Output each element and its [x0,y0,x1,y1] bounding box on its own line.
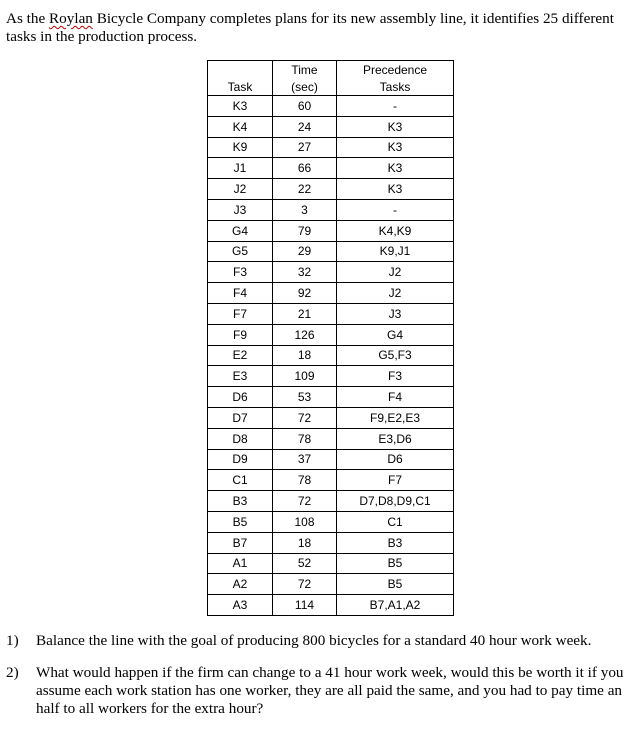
precedence-cell: K3 [337,116,454,137]
table-row [208,553,454,574]
header-time-line1: Time [273,61,337,79]
table-row [208,179,454,200]
time-cell: 21 [273,303,337,324]
precedence-cell: F4 [337,387,454,408]
time-cell: 72 [273,491,337,512]
precedence-cell: F9,E2,E3 [337,407,454,428]
header-task: Task [208,78,273,96]
question-1-text: Balance the line with the goal of producing 800 bicycles for a standard 40 hour work week. [36,632,592,649]
task-cell: E2 [208,345,273,366]
table-row [208,595,454,616]
precedence-cell: - [337,199,454,220]
table-row [208,262,454,283]
precedence-cell: G4 [337,324,454,345]
table-row [208,532,454,553]
task-cell: C1 [208,470,273,491]
table-row [208,470,454,491]
time-cell: 3 [273,199,337,220]
time-cell: 37 [273,449,337,470]
table-row [208,199,454,220]
table-row [208,96,454,117]
task-cell: A3 [208,595,273,616]
time-cell: 114 [273,595,337,616]
task-cell: J2 [208,179,273,200]
task-cell: D6 [208,387,273,408]
task-cell: A2 [208,574,273,595]
task-cell: F7 [208,303,273,324]
questions-list [6,632,624,732]
table-header-row-2 [208,78,454,96]
header-precedence-line1: Precedence [337,61,454,79]
header-time-line2: (sec) [273,78,337,96]
task-cell: B7 [208,532,273,553]
table-row [208,241,454,262]
table-row [208,511,454,532]
time-cell: 24 [273,116,337,137]
time-cell: 18 [273,532,337,553]
task-cell: D9 [208,449,273,470]
question-2 [6,664,624,718]
table-row [208,283,454,304]
question-2-text: What would happen if the firm can change to a 41 hour work week, would this be worth it if you assume each work station has one worker, they are all paid the same, and you had to pay time an half to all workers for the extra hour? [36,664,624,717]
intro-text-after: Bicycle Company completes plans for its new assembly line, it identifies 25 different tasks in the production process. [6,10,614,45]
table-row [208,387,454,408]
precedence-cell: J2 [337,262,454,283]
time-cell: 22 [273,179,337,200]
time-cell: 29 [273,241,337,262]
table-row [208,116,454,137]
time-cell: 78 [273,428,337,449]
table-row [208,491,454,512]
precedence-cell: K3 [337,179,454,200]
precedence-cell: - [337,96,454,117]
task-cell: G4 [208,220,273,241]
time-cell: 32 [273,262,337,283]
precedence-cell: B3 [337,532,454,553]
time-cell: 108 [273,511,337,532]
question-1-number: 1) [6,632,19,649]
precedence-cell: D7,D8,D9,C1 [337,491,454,512]
table-row [208,449,454,470]
task-cell: K4 [208,116,273,137]
task-cell: F3 [208,262,273,283]
table-row [208,158,454,179]
precedence-cell: B5 [337,553,454,574]
company-name-misspelled: Roylan [49,10,93,27]
task-table [207,60,454,616]
task-table-body [208,96,454,616]
precedence-cell: G5,F3 [337,345,454,366]
precedence-cell: F7 [337,470,454,491]
table-row [208,345,454,366]
time-cell: 66 [273,158,337,179]
table-row [208,220,454,241]
time-cell: 126 [273,324,337,345]
header-precedence-line2: Tasks [337,78,454,96]
task-cell: B3 [208,491,273,512]
header-task-top [208,61,273,79]
task-cell: F4 [208,283,273,304]
task-cell: E3 [208,366,273,387]
question-1 [6,632,624,650]
intro-paragraph [6,10,618,46]
question-2-number: 2) [6,664,19,681]
task-cell: F9 [208,324,273,345]
intro-text-before: As the [6,10,50,27]
table-row [208,366,454,387]
task-cell: D8 [208,428,273,449]
time-cell: 18 [273,345,337,366]
precedence-cell: B5 [337,574,454,595]
precedence-cell: K4,K9 [337,220,454,241]
precedence-cell: D6 [337,449,454,470]
precedence-cell: K3 [337,158,454,179]
time-cell: 79 [273,220,337,241]
task-cell: A1 [208,553,273,574]
task-cell: G5 [208,241,273,262]
task-cell: J3 [208,199,273,220]
time-cell: 60 [273,96,337,117]
precedence-cell: B7,A1,A2 [337,595,454,616]
time-cell: 53 [273,387,337,408]
task-cell: B5 [208,511,273,532]
time-cell: 109 [273,366,337,387]
precedence-cell: J2 [337,283,454,304]
precedence-cell: F3 [337,366,454,387]
table-row [208,407,454,428]
table-row [208,574,454,595]
precedence-cell: K3 [337,137,454,158]
task-cell: K9 [208,137,273,158]
time-cell: 92 [273,283,337,304]
time-cell: 78 [273,470,337,491]
task-cell: D7 [208,407,273,428]
table-row [208,303,454,324]
precedence-cell: C1 [337,511,454,532]
time-cell: 52 [273,553,337,574]
table-header-row-1 [208,61,454,79]
table-row [208,324,454,345]
table-row [208,428,454,449]
table-row [208,137,454,158]
precedence-cell: E3,D6 [337,428,454,449]
precedence-cell: K9,J1 [337,241,454,262]
precedence-cell: J3 [337,303,454,324]
task-cell: J1 [208,158,273,179]
time-cell: 72 [273,574,337,595]
task-cell: K3 [208,96,273,117]
time-cell: 72 [273,407,337,428]
time-cell: 27 [273,137,337,158]
